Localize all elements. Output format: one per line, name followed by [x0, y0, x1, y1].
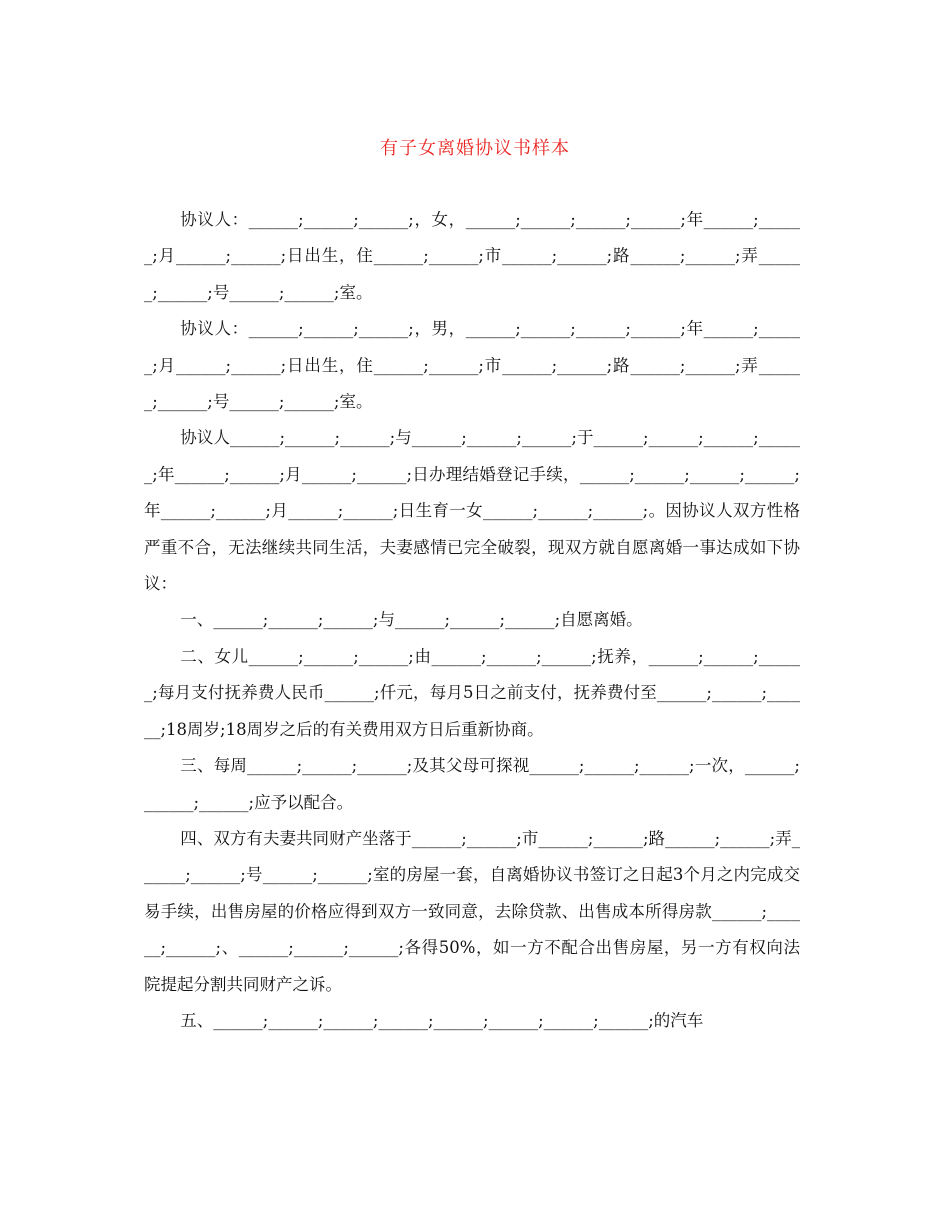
paragraph-party-female: 协议人：______;______;______;，女，______;______;______;______;年______;______;月______;______;日出生，住______;______;市______;______;路______;______;弄______;______;号______;______;室。 [144, 210, 800, 302]
document-title: 有子女离婚协议书样本 [380, 138, 570, 159]
paragraph-party-male: 协议人：______;______;______;，男，______;______;______;______;年______;______;月______;______;日出生，住______;______;市______;______;路______;______;弄______;______;号______;______;室。 [144, 319, 800, 412]
paragraph-clause-3: 三、每周______;______;______;及其父母可探视______;______;______;一次，______;______;______;应予以配合。 [144, 756, 800, 812]
paragraph-marriage-background: 协议人______;______;______;与______;______;______;于______;______;______;______;年______;______;月______;______;日办理结婚登记手续，______;______;______;______;年______;______;月______;______;日生育一女______;______;______;。因协议人双方性格严重不合，无法继续共同生活，夫妻感情已完全破裂，现双方就自愿离婚一事达成如下协议： [144, 428, 800, 594]
paragraph-clause-1: 一、______;______;______;与______;______;______;自愿离婚。 [180, 610, 643, 630]
paragraph-clause-5: 五、______;______;______;______;______;______;______;______;的汽车 [180, 1010, 704, 1030]
paragraph-clause-2: 二、女儿______;______;______;由______;______;______;抚养，______;______;______;每月支付抚养费人民币______;仟元，每月5日之前支付，抚养费付至______;______;______;18周岁;18周岁之后的有关费用双方日后重新协商。 [144, 646, 800, 739]
paragraph-clause-4: 四、双方有夫妻共同财产坐落于______;______;市______;______;路______;______;弄______;______;号______;______;室的房屋一套，自离婚协议书签订之日起3个月之内完成交易手续，出售房屋的价格应得到双方一致同意，去除贷款、出售成本所得房款______;______;______;、______;______;______;各得50%，如一方不配合出售房屋，另一方有权向法院提起分割共同财产之诉。 [144, 828, 800, 994]
document-body [144, 202, 800, 1039]
